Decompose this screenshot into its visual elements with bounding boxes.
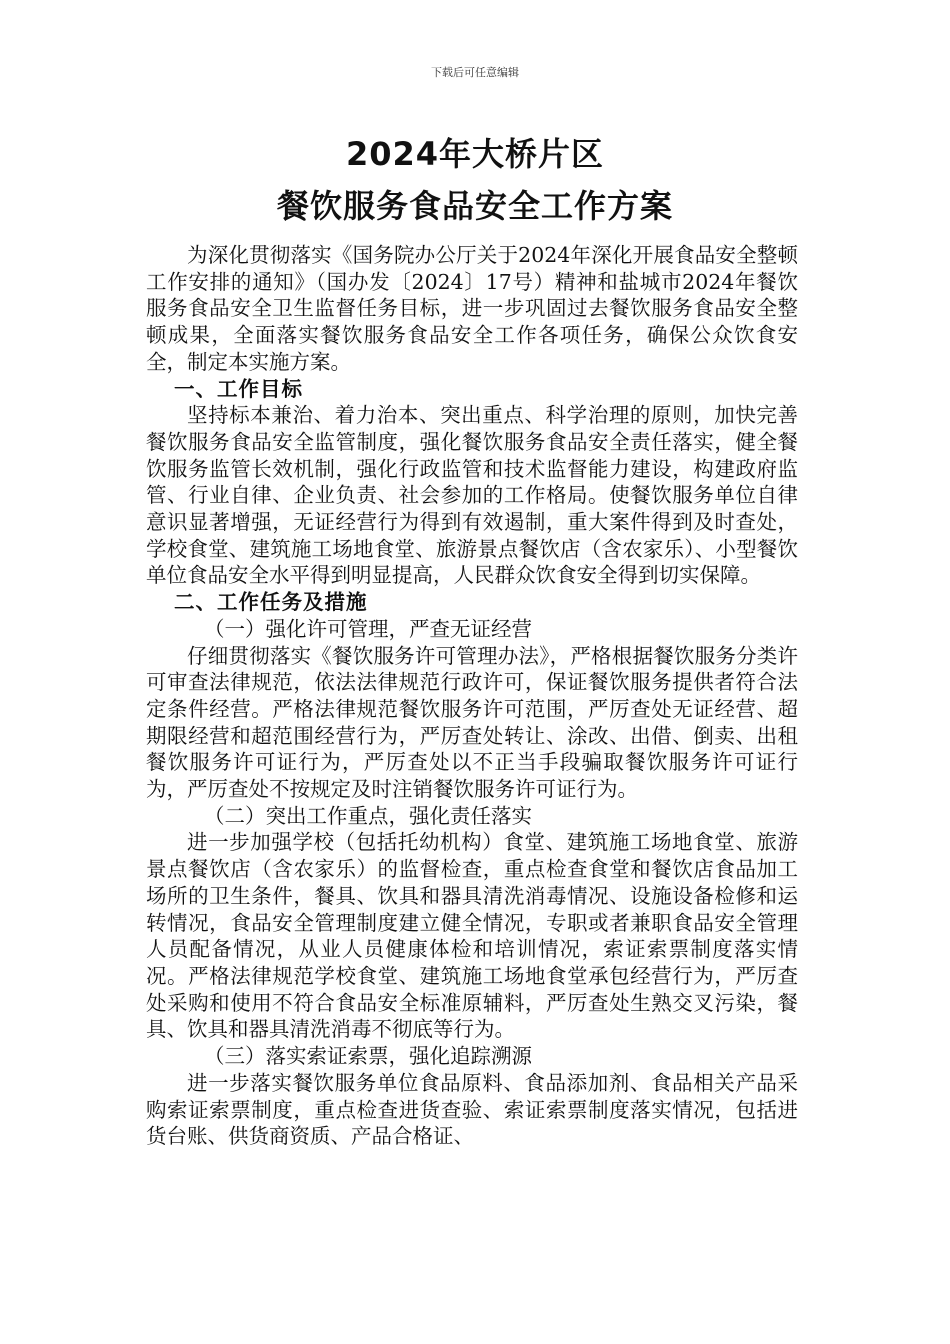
subsection-paragraph-3: 进一步落实餐饮服务单位食品原料、食品添加剂、食品相关产品采购索证索票制度，重点检查进货查验、索证索票制度落实情况，包括进货台账、供货商资质、产品合格证、 [146,1070,798,1149]
intro-paragraph: 为深化贯彻落实《国务院办公厅关于2024年深化开展食品安全整顿工作安排的通知》（国办发〔2024〕17号）精神和盐城市2024年餐饮服务食品安全卫生监督任务目标，进一步巩固过去餐饮服务食品安全整顿成果，全面落实餐饮服务食品安全工作各项任务，确保公众饮食安全，制定本实施方案。 [146,243,798,374]
subsection-paragraph-2: 进一步加强学校（包括托幼机构）食堂、建筑施工场地食堂、旅游景点餐饮店（含农家乐）的监督检查，重点检查食堂和餐饮店食品加工场所的卫生条件，餐具、饮具和器具清洗消毒情况、设施设备检修和运转情况，食品安全管理制度建立健全情况，专职或者兼职食品安全管理人员配备情况，从业人员健康体检和培训情况，索证索票制度落实情况。严格法律规范学校食堂、建筑施工场地食堂承包经营行为，严厉查处采购和使用不符合食品安全标准原辅料，严厉查处生熟交叉污染，餐具、饮具和器具清洗消毒不彻底等行为。 [146,830,798,1042]
document-title-line-2: 餐饮服务食品安全工作方案 [276,187,673,225]
goals-paragraph: 坚持标本兼治、着力治本、突出重点、科学治理的原则，加快完善餐饮服务食品安全监管制度，强化餐饮服务食品安全责任落实，健全餐饮服务监管长效机制，强化行政监管和技术监督能力建设，构建政府监管、行业自律、企业负责、社会参加的工作格局。使餐饮服务单位自律意识显著增强，无证经营行为得到有效遏制，重大案件得到及时查处，学校食堂、建筑施工场地食堂、旅游景点餐饮店（含农家乐）、小型餐饮单位食品安全水平得到明显提高，人民群众饮食安全得到切实保障。 [146,403,798,588]
subsection-paragraph-1: 仔细贯彻落实《餐饮服务许可管理办法》，严格根据餐饮服务分类许可审查法律规范，依法法律规范行政许可，保证餐饮服务提供者符合法定条件经营。严格法律规范餐饮服务许可范围，严厉查处无证经营、超期限经营和超范围经营行为，严厉查处转让、涂改、出借、倒卖、出租餐饮服务许可证行为，严厉查处以不正当手段骗取餐饮服务许可证行为，严厉查处不按规定及时注销餐饮服务许可证行为。 [146,643,798,802]
document-body [146,242,798,1150]
subsection-heading-2: （二）突出工作重点，强化责任落实 [204,803,532,828]
subsection-heading-1: （一）强化许可管理，严查无证经营 [204,616,532,641]
header-note: 下载后可任意编辑 [431,66,519,79]
subsection-heading-3: （三）落实索证索票，强化追踪溯源 [204,1044,532,1069]
section-heading-tasks: 二、工作任务及措施 [174,590,368,615]
section-heading-goals: 一、工作目标 [174,376,303,401]
document-title-line-1: 2024年大桥片区 [345,135,605,173]
